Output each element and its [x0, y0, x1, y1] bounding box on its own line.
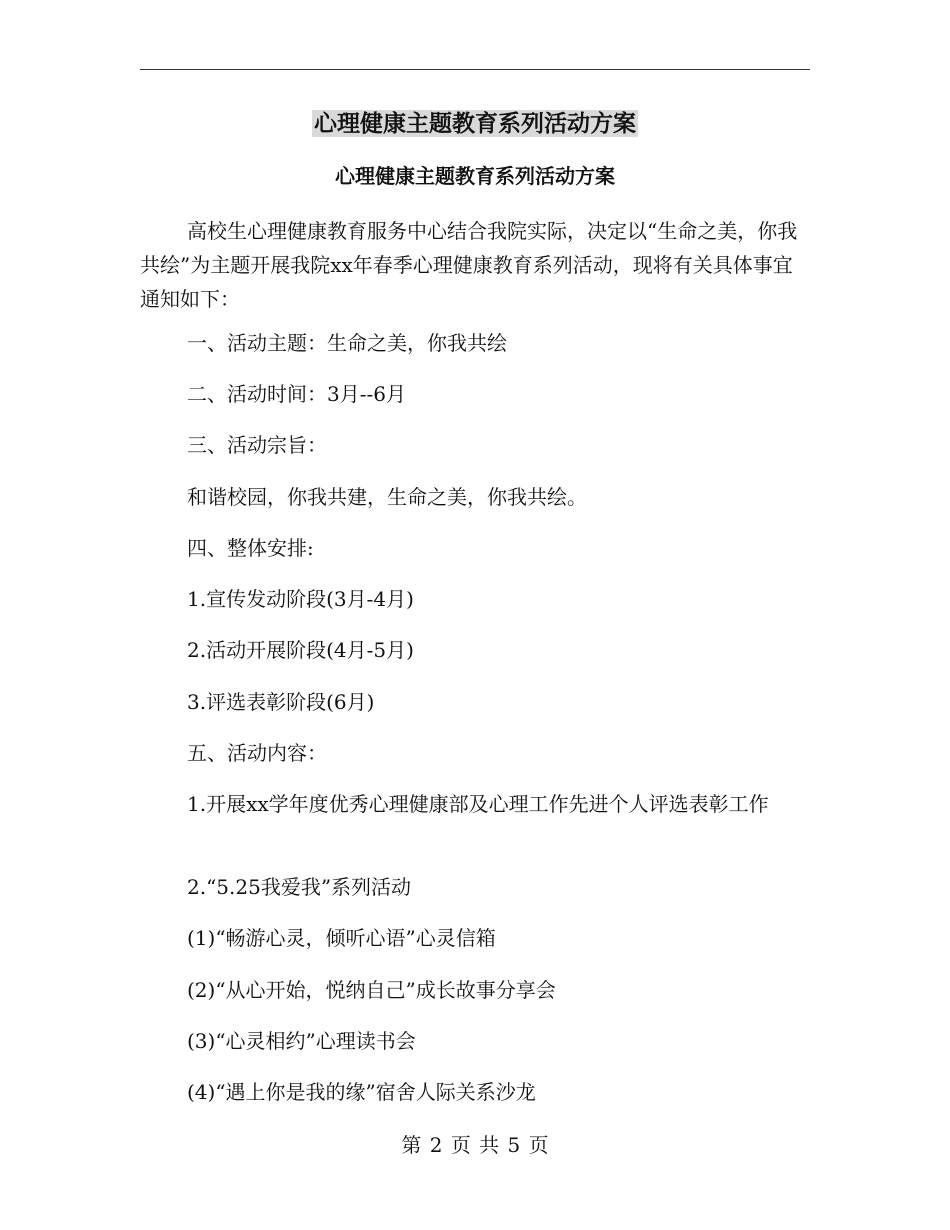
- section-content-heading: 五、活动内容：: [187, 741, 327, 765]
- section-time: 二、活动时间：3月--6月: [187, 382, 406, 406]
- section-theme: 一、活动主题：生命之美，你我共绘: [187, 331, 507, 355]
- stage-item-1: 1.宣传发动阶段(3月-4月): [187, 587, 414, 611]
- page-number-footer: 第 2 页 共 5 页: [401, 1133, 549, 1157]
- section-arrangement-heading: 四、整体安排:: [187, 536, 314, 560]
- document-title-text: 心理健康主题教育系列活动方案: [314, 110, 636, 137]
- header-rule: [140, 69, 810, 70]
- stage-item-2: 2.活动开展阶段(4月-5月): [187, 638, 414, 662]
- stage-item-3: 3.评选表彰阶段(6月): [187, 690, 375, 714]
- sub-activity-2: (2)“从心开始，悦纳自己”成长故事分享会: [187, 978, 556, 1002]
- sub-activity-3: (3)“心灵相约”心理读书会: [187, 1029, 416, 1053]
- content-item-2: 2.“5.25我爱我”系列活动: [187, 875, 412, 899]
- content-item-1: 1.开展xx学年度优秀心理健康部及心理工作先进个人评选表彰工作: [187, 792, 769, 816]
- intro-paragraph: 高校生心理健康教育服务中心结合我院实际，决定以“生命之美，你我共绘”为主题开展我院xx年春季心理健康教育系列活动，现将有关具体事宜通知如下：: [140, 219, 798, 311]
- sub-activity-4: (4)“遇上你是我的缘”宿舍人际关系沙龙: [187, 1080, 536, 1104]
- document-title: [0, 108, 950, 140]
- sub-activity-1: (1)“畅游心灵，倾听心语”心灵信箱: [187, 926, 496, 950]
- document-subtitle: 心理健康主题教育系列活动方案: [335, 164, 615, 188]
- section-purpose-heading: 三、活动宗旨：: [187, 433, 327, 457]
- section-purpose-text: 和谐校园，你我共建，生命之美，你我共绘。: [187, 485, 587, 509]
